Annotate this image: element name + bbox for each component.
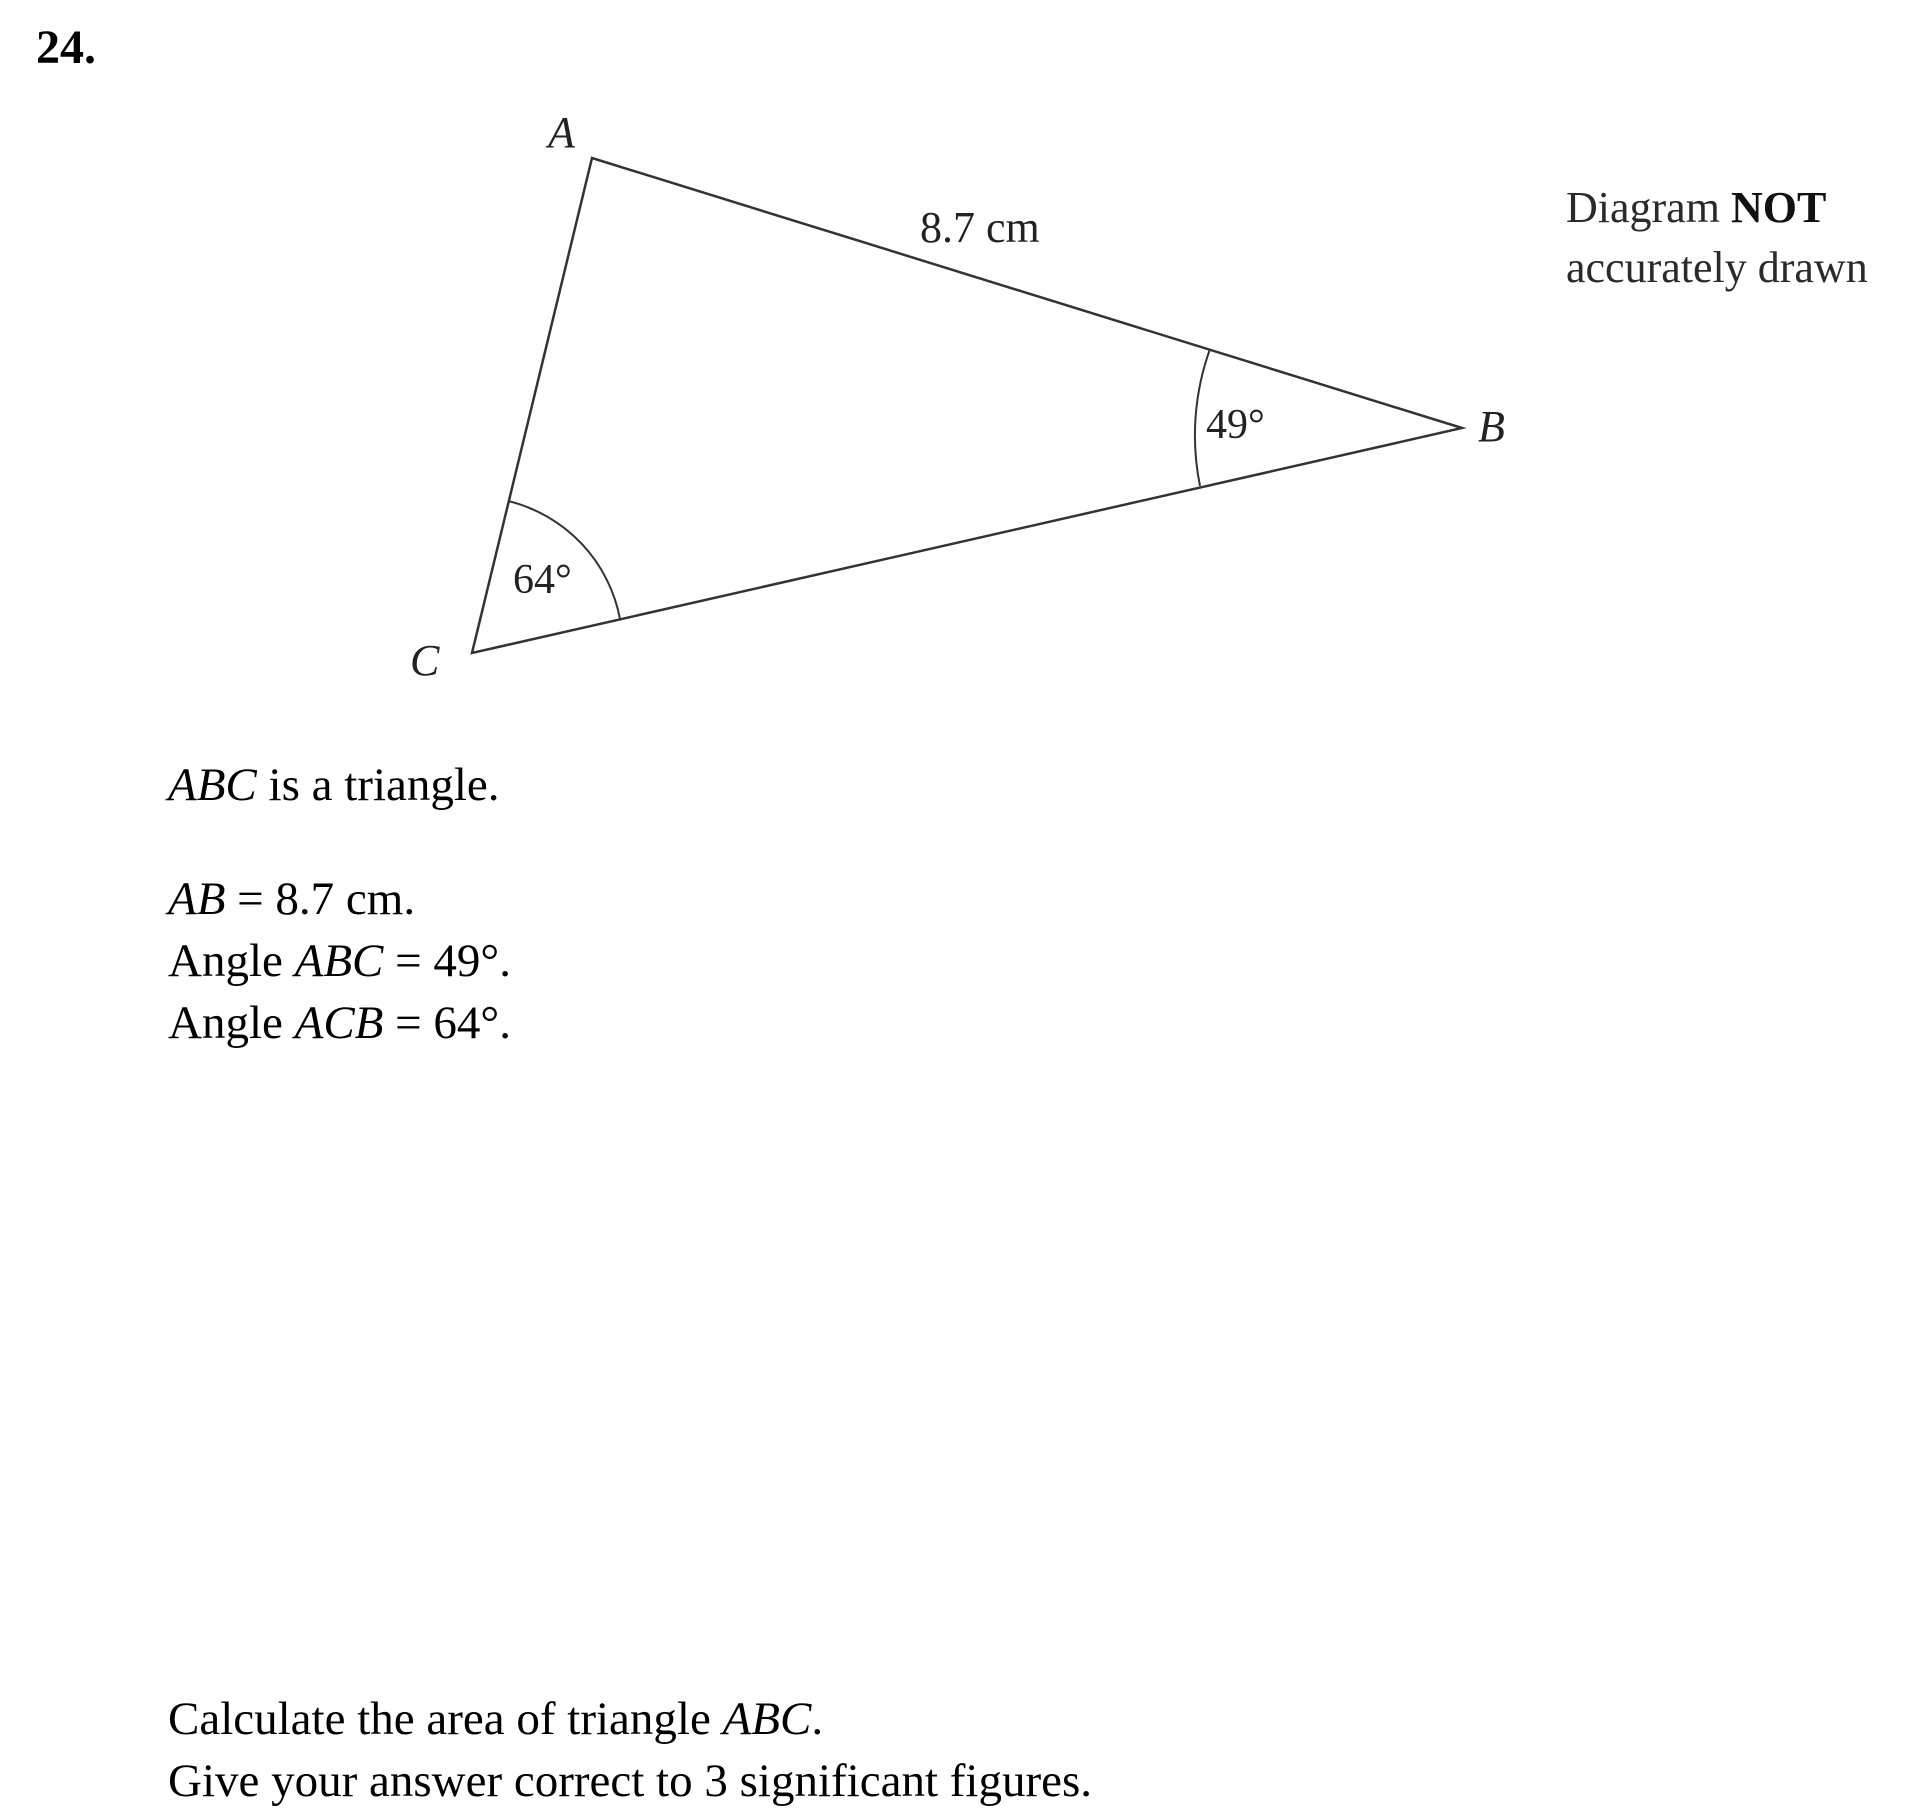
- note-line-1: [1566, 178, 1868, 238]
- question-number: 24.: [36, 21, 96, 74]
- triangle-statement: [168, 754, 500, 816]
- vertex-label-c: C: [410, 636, 440, 685]
- angle-prefix: Angle: [168, 935, 295, 987]
- vertex-label-b: B: [1478, 402, 1505, 451]
- note-line-2: accurately drawn: [1566, 243, 1868, 292]
- angle-value: = 64°.: [383, 997, 511, 1049]
- angle-c-label: 64°: [513, 557, 572, 603]
- triangle-diagram: [0, 0, 1929, 720]
- side-ab-label: 8.7 cm: [920, 203, 1040, 252]
- given-angle-abc: [168, 930, 511, 992]
- angle-prefix: Angle: [168, 997, 295, 1049]
- statement-text: is a triangle.: [256, 759, 500, 811]
- given-ab: [168, 868, 511, 930]
- angle-value: = 49°.: [383, 935, 511, 987]
- side-value: = 8.7 cm.: [225, 873, 416, 925]
- side-name: AB: [168, 873, 226, 925]
- given-angle-acb: [168, 992, 511, 1054]
- angle-name: ABC: [294, 935, 384, 987]
- note-emphasis: NOT: [1730, 183, 1827, 232]
- task-line-2: Give your answer correct to 3 significant figures.: [168, 1755, 1093, 1807]
- triangle-name: ABC: [168, 759, 257, 811]
- given-values: [168, 868, 511, 1054]
- diagram-note: [1566, 178, 1868, 298]
- task-punctuation: .: [811, 1693, 824, 1745]
- angle-name: ACB: [294, 997, 384, 1049]
- task-triangle-name: ABC: [722, 1693, 812, 1745]
- angle-b-label: 49°: [1206, 402, 1265, 448]
- note-text: Diagram: [1566, 183, 1731, 232]
- vertex-label-a: A: [548, 108, 575, 157]
- task-line-1: [168, 1688, 1092, 1750]
- task-text: Calculate the area of triangle: [168, 1693, 723, 1745]
- task-instructions: [168, 1688, 1092, 1812]
